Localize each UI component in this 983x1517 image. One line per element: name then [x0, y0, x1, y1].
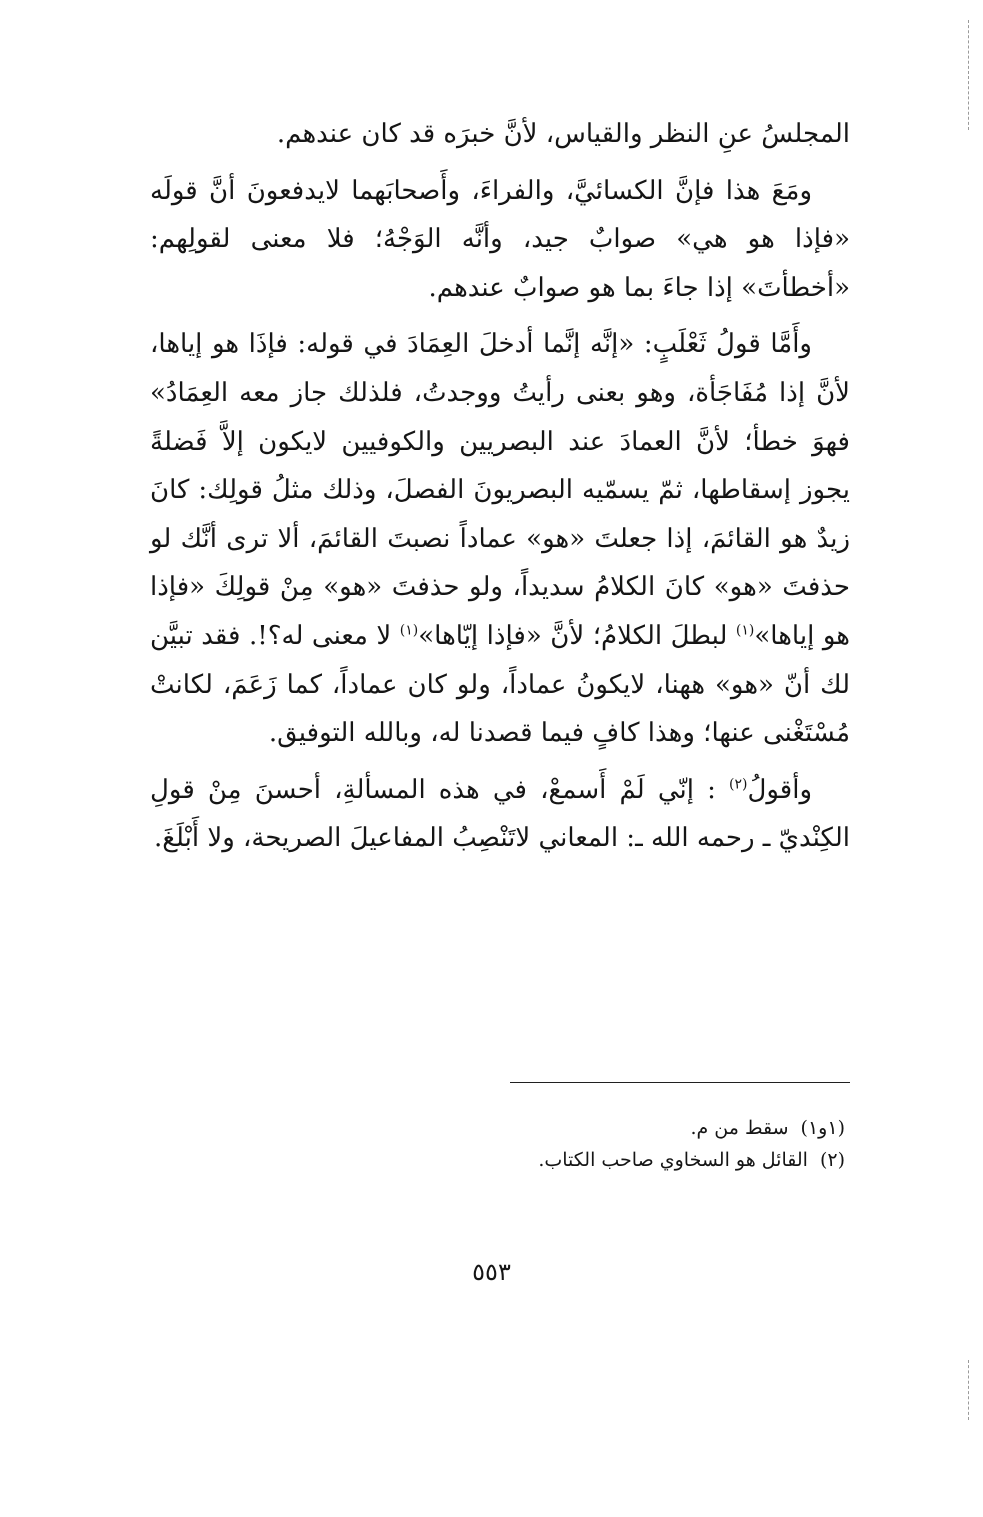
paragraph-4	[150, 766, 850, 863]
paragraph-4-text: : إنّي لَمْ أَسمعْ، في هذه المسألةِ، أحسنَ مِنْ قولِ الكِنْديّ ـ رحمه الله ـ: المعاني لاتَنْصِبُ المفاعيلَ الصريحة، ولا أَبْلَغَ.	[150, 774, 850, 854]
footnote-text: سقط من م.	[690, 1117, 789, 1139]
footnote-text: القائل هو السخاوي صاحب الكتاب.	[538, 1149, 808, 1171]
paragraph-2: ومَعَ هذا فإنَّ الكسائيَّ، والفراءَ، وأَصحابَهما لايدفعونَ أنَّ قولَه «فإذا هو هي» صوابٌ جيد، وأنَّه الوَجْهُ؛ فلا معنى لقولِهم: «أخطأتَ» إذا جاءَ بما هو صوابٌ عندهم.	[150, 175, 850, 303]
scan-edge-mark	[968, 1360, 969, 1420]
page-number: ٥٥٣	[472, 1258, 511, 1286]
footnote-ref-1: (١)	[735, 622, 755, 639]
footnote-1	[400, 1112, 845, 1144]
footnote-ref-2: (٢)	[729, 776, 748, 793]
footnote-divider	[510, 1082, 850, 1083]
paragraph-3-text: لبطلَ الكلامُ؛ لأنَّ «فإذا إيّاها»	[418, 620, 736, 651]
paragraph-1: المجلسُ عنِ النظر والقياس، لأنَّ خبرَه قد كان عندهم.	[276, 119, 850, 149]
main-text	[150, 110, 850, 871]
paragraph-3	[150, 320, 850, 757]
footnote-number: (١و١)	[800, 1117, 845, 1139]
paragraph-4-text: وأقولُ	[747, 774, 812, 805]
footnote-number: (٢)	[819, 1149, 845, 1171]
footnote-2	[400, 1144, 845, 1176]
paragraph-3-text: وأَمَّا قولُ ثَعْلَبٍ: «إنَّه إنَّما أدخلَ العِمَادَ في قوله: فإذَا هو إياها، لأنَّ إذا مُفَاجَأة، وهو بعنى رأيتُ ووجدتُ، فلذلك جاز معه العِمَادُ» فهوَ خطأ؛ لأنَّ العمادَ عند البصريين والكوفيين لايكون إلاَّ فَضلةً يجوز إسقاطها، ثمّ يسمّيه البصريونَ الفصلَ، وذلك مثلُ قولِك: كانَ زيدٌ هو القائمَ، إذا جعلتَ «هو» عماداً نصبتَ القائمَ، ألا ترى أنَّك لو حذفتَ «هو» كانَ الكلامُ سديداً، ولو حذفتَ «هو» مِنْ قولِكَ «فإذا هو إياها»	[150, 329, 850, 651]
scan-edge-mark	[968, 20, 969, 130]
paragraph-3-text: لا معنى له؟!. فقد تبيَّن لك أنّ «هو» ههنا، لايكونُ عماداً، ولو كان عماداً، كما زَعَمَ، لكانتْ مُسْتَغْنى عنها؛ وهذا كافٍ فيما قصدنا له، وبالله التوفيق.	[150, 620, 850, 749]
footnotes	[400, 1112, 845, 1176]
footnote-ref-1: (١)	[399, 622, 419, 639]
